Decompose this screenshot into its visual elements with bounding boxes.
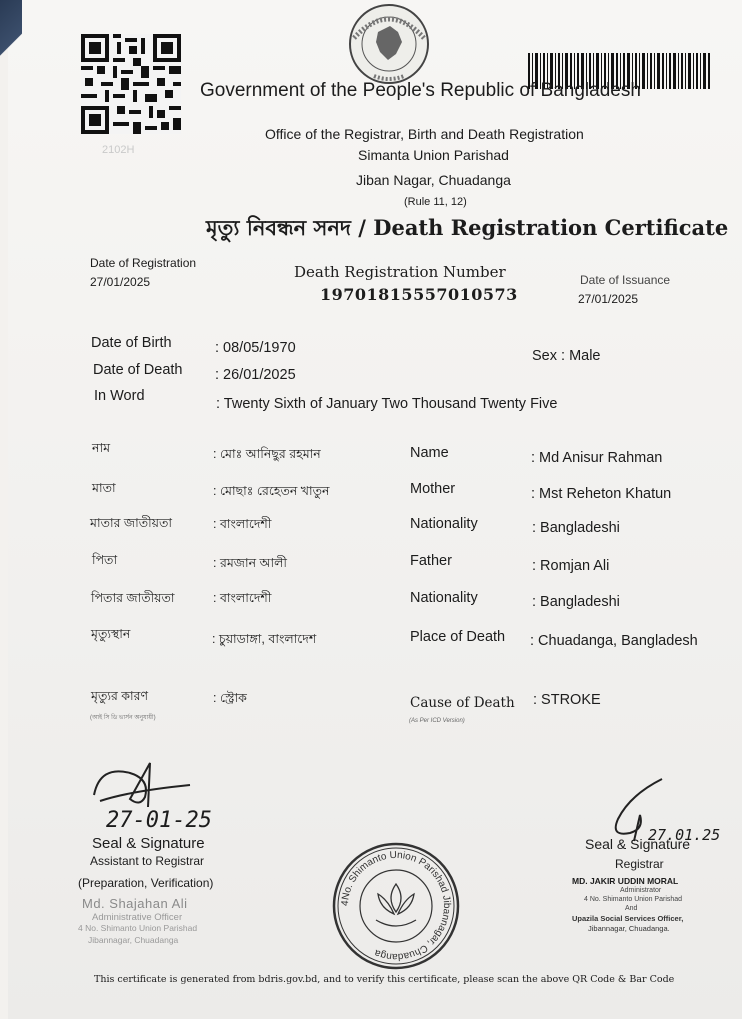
en-mother-nationality: : Bangladeshi	[532, 520, 620, 536]
en-name: : Md Anisur Rahman	[531, 450, 663, 466]
issuance-date-label: Date of Issuance	[580, 273, 671, 287]
bn-father-nationality-label: পিতার জাতীয়তা	[91, 591, 175, 605]
death-date: : 26/01/2025	[215, 367, 296, 383]
bn-place-label: মৃত্যুস্থান	[91, 627, 131, 641]
background-corner	[0, 0, 22, 70]
en-father: : Romjan Ali	[532, 558, 610, 574]
registrar-role: Registrar	[615, 857, 664, 871]
bn-father-nationality: : বাংলাদেশী	[213, 591, 272, 605]
union-name: Simanta Union Parishad	[358, 147, 509, 163]
registrar-stamp-line4: Upazila Social Services Officer,	[572, 914, 684, 923]
en-father-label: Father	[410, 553, 452, 569]
svg-text:4No. Shimanto Union Parishad J	[340, 850, 452, 962]
bn-place: : চুয়াডাঙ্গা, বাংলাদেশ	[212, 632, 317, 646]
registrar-seal-label: Seal & Signature	[585, 836, 691, 852]
issuance-date: 27/01/2025	[578, 292, 639, 306]
assistant-role-detail: (Preparation, Verification)	[78, 876, 214, 890]
bn-mother-nationality-label: মাতার জাতীয়তা	[90, 516, 173, 530]
registrar-stamp-line2: 4 No. Shimanto Union Parishad	[584, 896, 683, 903]
en-place: : Chuadanga, Bangladesh	[530, 633, 698, 649]
in-word-label: In Word	[94, 388, 145, 404]
en-cause-note: (As Per ICD Version)	[409, 718, 465, 724]
en-name-label: Name	[410, 445, 449, 461]
qr-code-icon	[78, 34, 184, 134]
assistant-stamp-line2: 4 No. Shimanto Union Parishad	[78, 923, 198, 933]
verification-footer: This certificate is generated from bdris.gov.bd, and to verify this certificate, please scan the above QR Code & Bar Code	[94, 974, 675, 985]
assistant-stamp-line3: Jibannagar, Chuadanga	[88, 935, 179, 945]
en-mother-label: Mother	[410, 481, 456, 497]
bn-cause: : স্ট্রোক	[213, 691, 247, 705]
en-cause-label: Cause of Death	[410, 695, 515, 711]
bn-cause-label: মৃত্যুর কারণ	[91, 689, 149, 703]
registrar-stamp-line1: Administrator	[620, 887, 662, 894]
assistant-signature-icon	[90, 755, 200, 815]
en-father-nationality-label: Nationality	[410, 590, 478, 606]
union-round-stamp-icon	[330, 842, 462, 970]
bn-mother-nationality: : বাংলাদেশী	[213, 517, 272, 531]
registrar-stamp-line3: And	[625, 905, 638, 912]
government-title: Government of the People's Republic of Bangladesh	[200, 80, 641, 101]
assistant-role: Assistant to Registrar	[90, 854, 205, 868]
bn-father: : রমজান আলী	[213, 556, 287, 570]
round-stamp-text: 4No. Shimanto Union Parishad Jibannagar, Chuadanga	[339, 849, 453, 963]
assistant-handwritten-date: 27-01-25	[106, 808, 212, 833]
birth-date: : 08/05/1970	[215, 340, 296, 356]
certificate-title: মৃত্যু নিবন্ধন সনদ / Death Registration Certificate	[206, 215, 729, 240]
qr-caption: 2102H	[102, 144, 135, 156]
bn-mother: : মোছাঃ রেহেতন খাতুন	[213, 484, 330, 498]
assistant-seal-label: Seal & Signature	[92, 835, 205, 852]
registrar-stamp-name: MD. JAKIR UDDIN MORAL	[572, 876, 679, 886]
government-seal-icon	[340, 2, 438, 86]
death-date-label: Date of Death	[93, 362, 183, 378]
bn-name-label: নাম	[92, 441, 111, 455]
registration-date: 27/01/2025	[90, 275, 151, 289]
en-cause: : STROKE	[533, 692, 601, 708]
registrar-handwritten-date: 27.01.25	[648, 826, 721, 844]
bn-cause-note: (আই সি ডি ভার্সন অনুযায়ী)	[90, 715, 156, 721]
rule-reference: (Rule 11, 12)	[404, 196, 467, 208]
bn-mother-label: মাতা	[92, 481, 116, 495]
registration-date-label: Date of Registration	[90, 256, 197, 270]
en-place-label: Place of Death	[410, 629, 506, 645]
union-address: Jiban Nagar, Chuadanga	[356, 172, 511, 188]
bn-father-label: পিতা	[92, 553, 118, 567]
office-title: Office of the Registrar, Birth and Death Registration	[265, 126, 584, 142]
registrar-stamp-line5: Jibannagar, Chuadanga.	[588, 924, 670, 933]
assistant-stamp-line1: Administrative Officer	[92, 912, 183, 923]
registration-number-label: Death Registration Number	[294, 263, 506, 281]
en-mother: : Mst Reheton Khatun	[531, 486, 672, 502]
en-mother-nationality-label: Nationality	[410, 516, 478, 532]
assistant-stamp-name: Md. Shajahan Ali	[82, 896, 188, 911]
bn-name: : মোঃ আনিছুর রহমান	[213, 447, 321, 461]
birth-date-label: Date of Birth	[91, 335, 172, 351]
en-father-nationality: : Bangladeshi	[532, 594, 620, 610]
registration-number: 19701815557010573	[320, 285, 518, 304]
sex-value: Sex : Male	[532, 348, 601, 364]
death-date-in-word: : Twenty Sixth of January Two Thousand Twenty Five	[216, 396, 558, 412]
